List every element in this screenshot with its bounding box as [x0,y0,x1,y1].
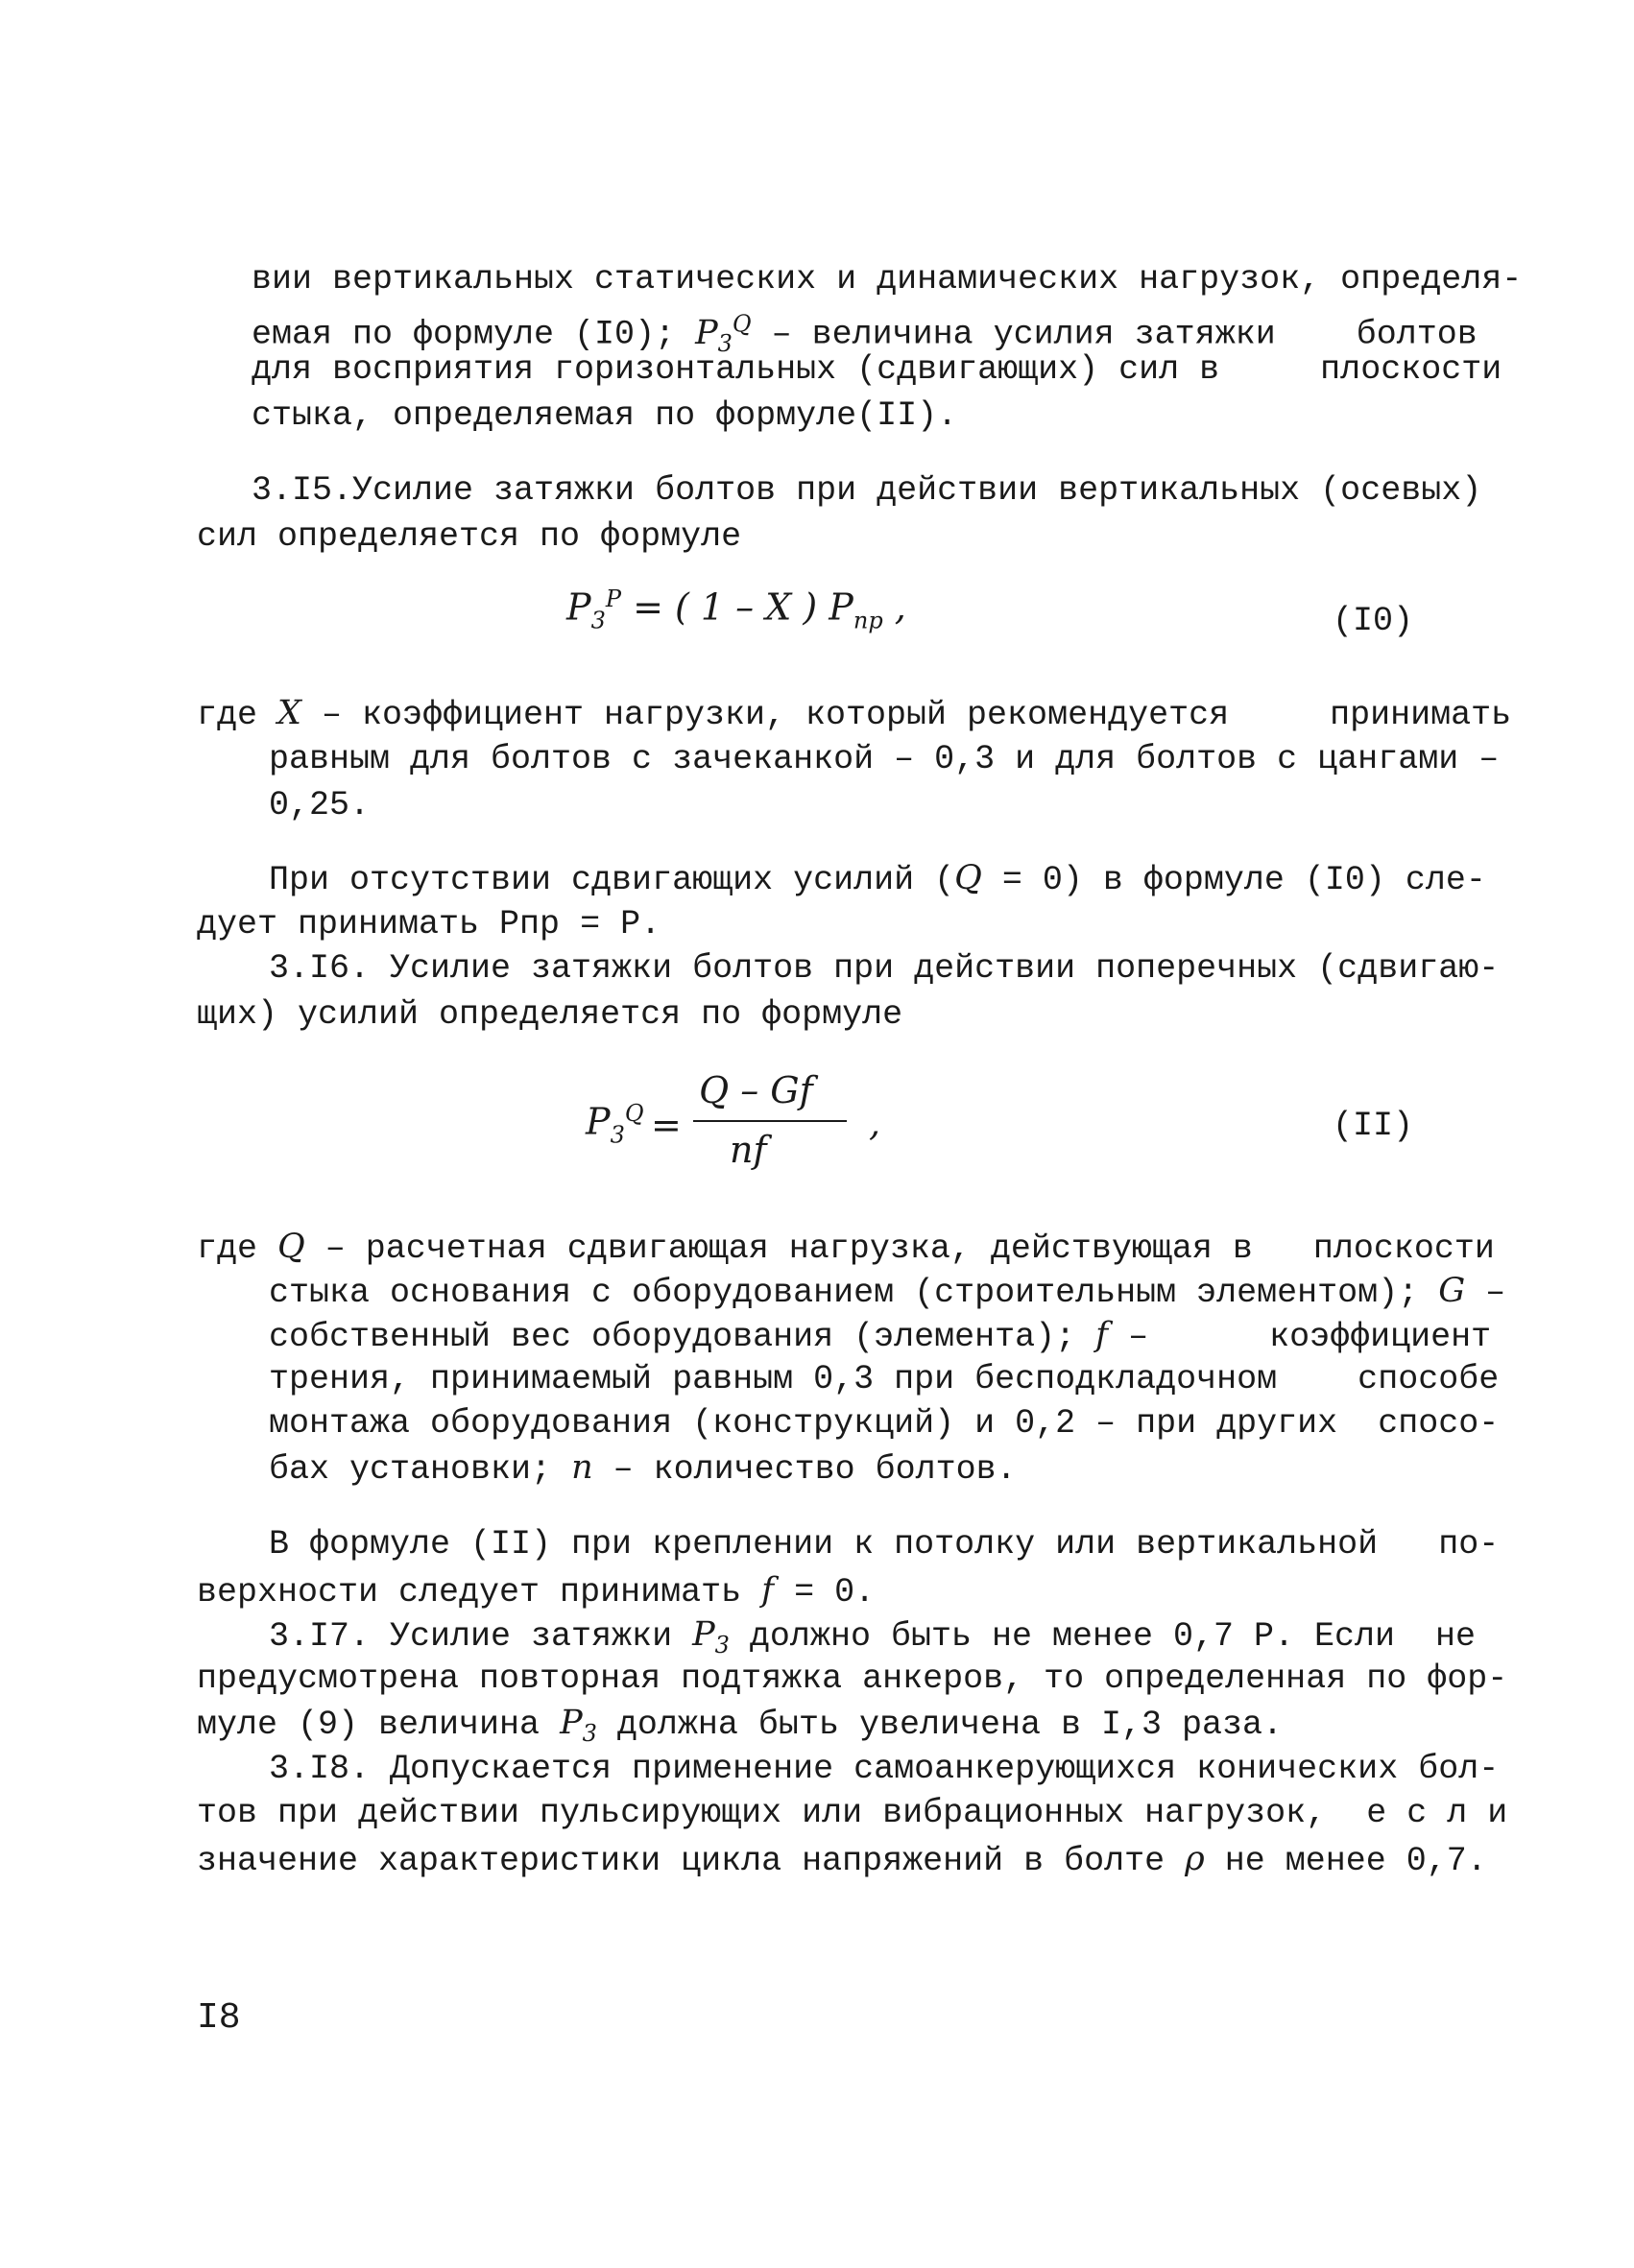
section-3-18-heading-line: 3.I8. Допускается применение самоанкерующихся конических бол- [269,1750,1500,1788]
symbol-q: Q [954,859,982,897]
text-line: При отсутствии сдвигающих усилий (Q = 0) в формуле (I0) сле- [269,859,1486,899]
text-line: равным для болтов с зачеканкой – 0,3 и для болтов с цангами – [269,740,1500,778]
symbol-f: f [761,1571,775,1610]
text-line: стыка основания с оборудованием (строительным элементом); G – [269,1272,1506,1312]
text-fragment: емая по формуле (I0); [252,315,696,354]
text-line: вии вертикальных статических и динамических нагрузок, определя- [252,260,1523,298]
text-line: где X – коэффициент нагрузки, который рекомендуется принимать [197,694,1512,734]
symbol-g: G [1438,1272,1466,1310]
text-line: щих) усилий определяется по формуле [197,995,903,1034]
formula-10: $P_3^P$ = ( 1 – X ) $P_{пр}$ , [566,585,906,634]
text-line: для восприятия горизонтальных (сдвигающих) сил в плоскости [252,350,1502,389]
symbol-rho: ρ [1185,1840,1205,1878]
text-line: 0,25. [269,786,371,824]
text-line: тов при действии пульсирующих или вибрационных нагрузок, е с л и [197,1794,1508,1832]
text-line: где Q – расчетная сдвигающая нагрузка, действующая в плоскости [197,1228,1495,1268]
formula-11-number: (II) [1333,1107,1414,1145]
formula-10-number: (I0) [1333,602,1414,640]
text-line: В формуле (II) при креплении к потолку или вертикальной по- [269,1525,1500,1564]
symbol-f: f [1095,1316,1109,1354]
text-fragment: – величина усилия затяжки болтов [751,315,1478,354]
text-line: дует принимать Рпр = Р. [197,905,661,943]
formula-11-eq: = [651,1104,682,1146]
text-line: предусмотрена повторная подтяжка анкеров, то определенная по фор- [197,1659,1508,1698]
text-line: собственный вес оборудования (элемента); f – коэффициент [269,1316,1492,1356]
symbol-chi: X [277,694,301,732]
text-line: стыка, определяемая по формуле(II). [252,396,958,435]
section-3-16-heading-line: 3.I6. Усилие затяжки болтов при действии поперечных (сдвигаю- [269,949,1500,988]
text-line: значение характеристики цикла напряжений в болте ρ не менее 0,7. [197,1840,1487,1880]
formula-11-comma: , [869,1102,881,1144]
symbol-n: n [571,1448,593,1487]
symbol-p3q: $P_3^Q$ [695,310,752,357]
text-line: бах установки; n – количество болтов. [269,1448,1017,1489]
formula-11-numerator: Q – Gf [699,1069,813,1111]
text-line: верхности следует принимать f = 0. [197,1571,876,1611]
text-line: муле (9) величина $P_3$ должна быть увеличена в I,3 раза. [197,1704,1284,1747]
section-3-15-heading-line: 3.I5.Усилие затяжки болтов при действии вертикальных (осевых) [252,471,1482,510]
formula-11-denominator: nf [730,1129,767,1171]
symbol-p3: $P_3$ [560,1704,597,1747]
text-line: сил определяется по формуле [197,517,742,556]
section-3-17-heading-line: 3.I7. Усилие затяжки $P_3$ должно быть не менее 0,7 Р. Если не [269,1615,1477,1659]
formula-11-lhs: $P_3^Q$ [586,1100,644,1149]
page-number: I8 [197,1997,241,2039]
symbol-p3: $P_3$ [692,1615,730,1659]
symbol-q: Q [277,1228,305,1266]
text-line: монтажа оборудования (конструкций) и 0,2 – при других спосо- [269,1404,1500,1443]
formula-11-fraction-bar [693,1120,847,1122]
text-line: трения, принимаемый равным 0,3 при бесподкладочном способе [269,1360,1500,1398]
